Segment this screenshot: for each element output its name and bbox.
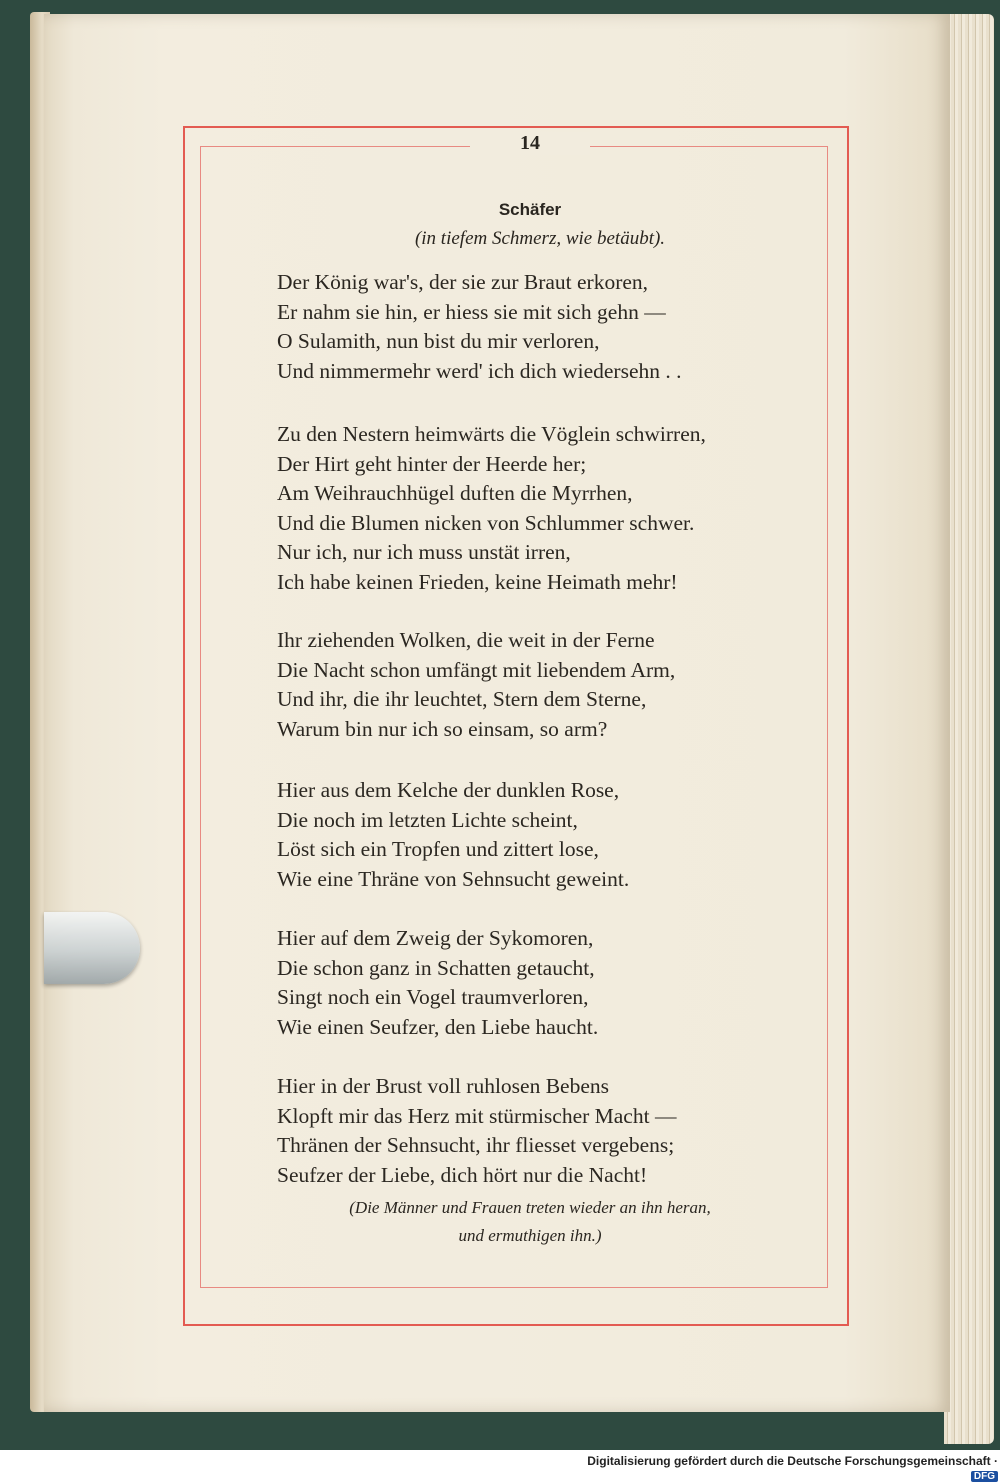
verse-line: Löst sich ein Tropfen und zittert lose, — [277, 837, 599, 861]
verse-line: Die schon ganz in Schatten getaucht, — [277, 955, 595, 980]
speaker-name: Schäfer — [498, 200, 562, 219]
verse-line: Seufzer der Liebe, dich hört nur die Nacht! — [277, 1162, 648, 1187]
page-number: 14 — [470, 132, 590, 155]
verse-line: Hier aus dem Kelche der dunklen Rose, — [277, 778, 620, 802]
verse-line: Singt noch ein Vogel traumverloren, — [277, 985, 589, 1009]
verse-line: Ihr ziehenden Wolken, die weit in der Ferne — [277, 628, 655, 652]
stage-direction-line: (Die Männer und Frauen treten wieder an ihn heran, — [349, 1198, 711, 1217]
stage-direction-bottom — [260, 1194, 800, 1250]
verse-line: Wie einen Seufzer, den Liebe haucht. — [277, 1014, 599, 1039]
dfg-logo: DFG — [971, 1471, 998, 1482]
page-clip — [44, 912, 140, 984]
stanza-2 — [277, 420, 817, 597]
stage-direction-line: und ermuthigen ihn.) — [458, 1226, 602, 1245]
verse-line: Hier in der Brust voll ruhlosen Bebens — [277, 1074, 610, 1098]
footer-text: Digitalisierung gefördert durch die Deutsche Forschungsgemeinschaft · — [587, 1454, 998, 1468]
verse-line: Klopft mir das Herz mit stürmischer Macht — — [277, 1103, 677, 1128]
verse-line: Nur ich, nur ich muss unstät irren, — [277, 540, 571, 564]
verse-line: Und ihr, die ihr leuchtet, Stern dem Sterne, — [277, 687, 647, 711]
stanza-3 — [277, 626, 817, 744]
verse-line: Der Hirt geht hinter der Heerde her; — [277, 451, 587, 476]
stanza-6 — [277, 1072, 817, 1190]
verse-line: Die Nacht schon umfängt mit liebendem Arm, — [277, 657, 676, 682]
verse-line: Und nimmermehr werd' ich dich wiedersehn . . — [277, 358, 682, 383]
verse-line: Warum bin nur ich so einsam, so arm? — [277, 716, 608, 741]
verse-line: Der König war's, der sie zur Braut erkoren, — [277, 270, 649, 294]
verse-line: Wie eine Thräne von Sehnsucht geweint. — [277, 866, 630, 891]
verse-line: Am Weihrauchhügel duften die Myrrhen, — [277, 481, 633, 505]
stage-direction-top: (in tiefem Schmerz, wie betäubt). — [414, 228, 666, 249]
stanza-1 — [277, 268, 817, 386]
verse-line: Ich habe keinen Frieden, keine Heimath mehr! — [277, 569, 678, 594]
stanza-4 — [277, 776, 817, 894]
verse-line: Er nahm sie hin, er hiess sie mit sich gehn — — [277, 299, 666, 324]
stanza-5 — [277, 924, 817, 1042]
verse-line: O Sulamith, nun bist du mir verloren, — [277, 329, 600, 353]
digitization-footer — [560, 1454, 998, 1482]
verse-line: Thränen der Sehnsucht, ihr fliesset vergebens; — [277, 1133, 675, 1157]
verse-line: Hier auf dem Zweig der Sykomoren, — [277, 926, 594, 950]
verse-line: Und die Blumen nicken von Schlummer schwer. — [277, 510, 695, 535]
verse-line: Die noch im letzten Lichte scheint, — [277, 807, 578, 832]
verse-line: Zu den Nestern heimwärts die Vöglein schwirren, — [277, 422, 706, 446]
page-stack-edges — [944, 14, 994, 1444]
